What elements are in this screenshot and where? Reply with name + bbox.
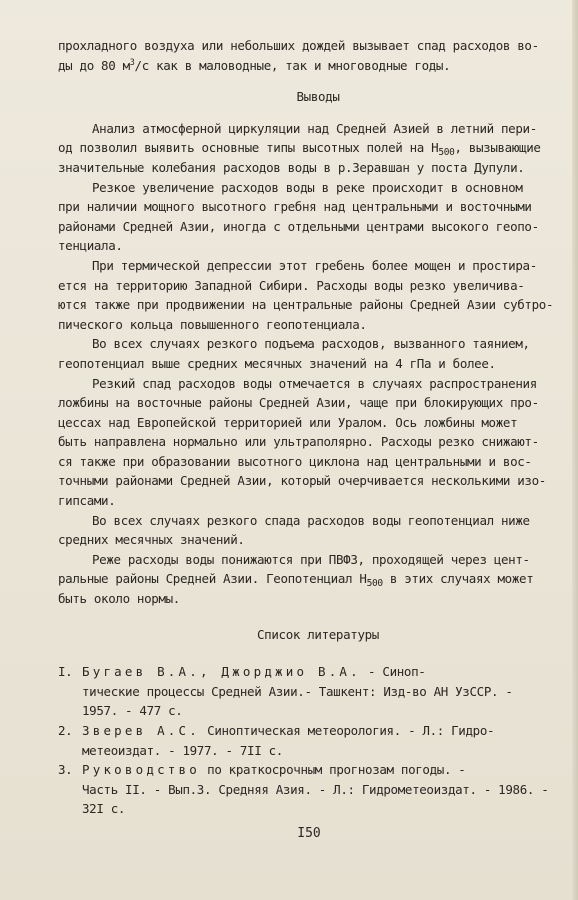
text-line: Во всех случаях резкого подъема расходов, вызванного таянием,: [92, 336, 530, 352]
reference-continuation: метеоиздат. - 1977. - 7II с.: [82, 742, 283, 758]
text-line: ются также при продвижении на центральные районы Средней Азии субтро-: [58, 297, 554, 313]
reference-continuation: Часть II. - Вып.3. Средняя Азия. - Л.: Гидрометеоиздат. - 1986. -: [82, 781, 549, 797]
text-line: ся также при образовании высотного циклона над центральными и вос-: [58, 453, 532, 469]
reference-authors: Бугаев В.А., Джорджио В.А.: [82, 664, 361, 680]
reference-authors: Руководство: [82, 762, 200, 778]
reference-authors: Зверев А.С.: [82, 723, 200, 738]
text-line: геопотенциал выше средних месячных значений на 4 гПа и более.: [58, 355, 496, 371]
reference-number: 3.: [58, 762, 73, 778]
text-line: цессах над Европейской территорией или Уралом. Ось ложбины может: [58, 414, 518, 430]
text-line: районами Средней Азии, иногда с отдельными центрами высокого геопо-: [58, 218, 539, 234]
text-line: ральные районы Средней Азии. Геопотенциал $H_{500}$ в этих случаях может: [58, 571, 534, 590]
text-line: гипсами.: [58, 493, 116, 509]
text-line: Во всех случаях резкого спада расходов воды геопотенциал ниже: [92, 512, 530, 528]
reference-number: I.: [58, 664, 73, 680]
page-number: I50: [297, 826, 321, 841]
reference-first-line: [58, 662, 558, 682]
reference-first-line: [58, 760, 558, 780]
conclusions-heading: Выводы: [296, 89, 340, 105]
reference-number: 2.: [58, 723, 73, 738]
paragraph: [58, 178, 558, 256]
reference-first-line: [58, 721, 558, 741]
reference-item: [58, 721, 558, 760]
references-heading: Список литературы: [257, 626, 379, 642]
text-line: од позволил выявить основные типы высотных полей на $H_{500}$, вызывающие: [58, 140, 541, 159]
reference-title: по краткосрочным прогнозам погоды. -: [199, 762, 466, 778]
reference-item: [58, 760, 558, 819]
text-line: Анализ атмосферной циркуляции над Средней Азией в летний пери-: [92, 120, 537, 136]
reference-continuation: тические процессы Средней Азии.- Ташкент: Изд-во АН УзССР. -: [82, 683, 513, 699]
text-line: Резкое увеличение расходов воды в реке происходит в основном: [92, 179, 523, 195]
text-line: При термической депрессии этот гребень более мощен и простира-: [92, 257, 537, 273]
page-edge-shadow: [572, 0, 578, 900]
reference-continuation: 1957. - 477 с.: [82, 703, 183, 719]
text-line: значительные колебания расходов воды в р.Зеравшан у поста Дупули.: [58, 159, 525, 175]
text-line: быть направлена нормально или ультраполярно. Расходы резко снижают-: [58, 434, 539, 450]
reference-title: - Синоп-: [360, 664, 426, 680]
reference-list: [58, 662, 558, 819]
reference-item: [58, 662, 558, 721]
text-line: Резкий спад расходов воды отмечается в случаях распространения: [92, 375, 537, 391]
reference-continuation: 32I с.: [82, 801, 126, 817]
text-line-with-superscript: ды до 80 $м^3/с$ как в маловодные, так и многоводные годы.: [58, 57, 451, 73]
text-line: прохладного воздуха или небольших дождей вызывает спад расходов во-: [58, 38, 539, 53]
page-text: [58, 36, 558, 819]
text-line: ложбины на восточные районы Средней Азии, чаще при блокирующих про-: [58, 395, 539, 411]
text-line: средних месячных значений.: [58, 532, 245, 548]
text-line: ется на территорию Западной Сибири. Расходы воды резко увеличива-: [58, 277, 525, 293]
text-line: Реже расходы воды понижаются при ПВФЗ, проходящей через цент-: [92, 551, 530, 567]
text-line: тенциала.: [58, 238, 123, 254]
paragraph: [58, 256, 558, 334]
paragraph: [58, 119, 558, 178]
paragraph: [58, 550, 558, 609]
paragraph: [58, 511, 558, 550]
text-line: быть около нормы.: [58, 591, 180, 607]
paragraph: [58, 334, 558, 373]
top-paragraph: [58, 36, 558, 75]
paragraph: [58, 374, 558, 511]
conclusions-body: [58, 119, 558, 609]
text-line: при наличии мощного высотного гребня над центральными и восточными: [58, 199, 532, 215]
reference-title: Синоптическая метеорология. - Л.: Гидро-: [199, 723, 495, 738]
text-line: пического кольца повышенного геопотенциала.: [58, 316, 367, 332]
text-line: точными районами Средней Азии, который очерчивается несколькими изо-: [58, 473, 546, 489]
